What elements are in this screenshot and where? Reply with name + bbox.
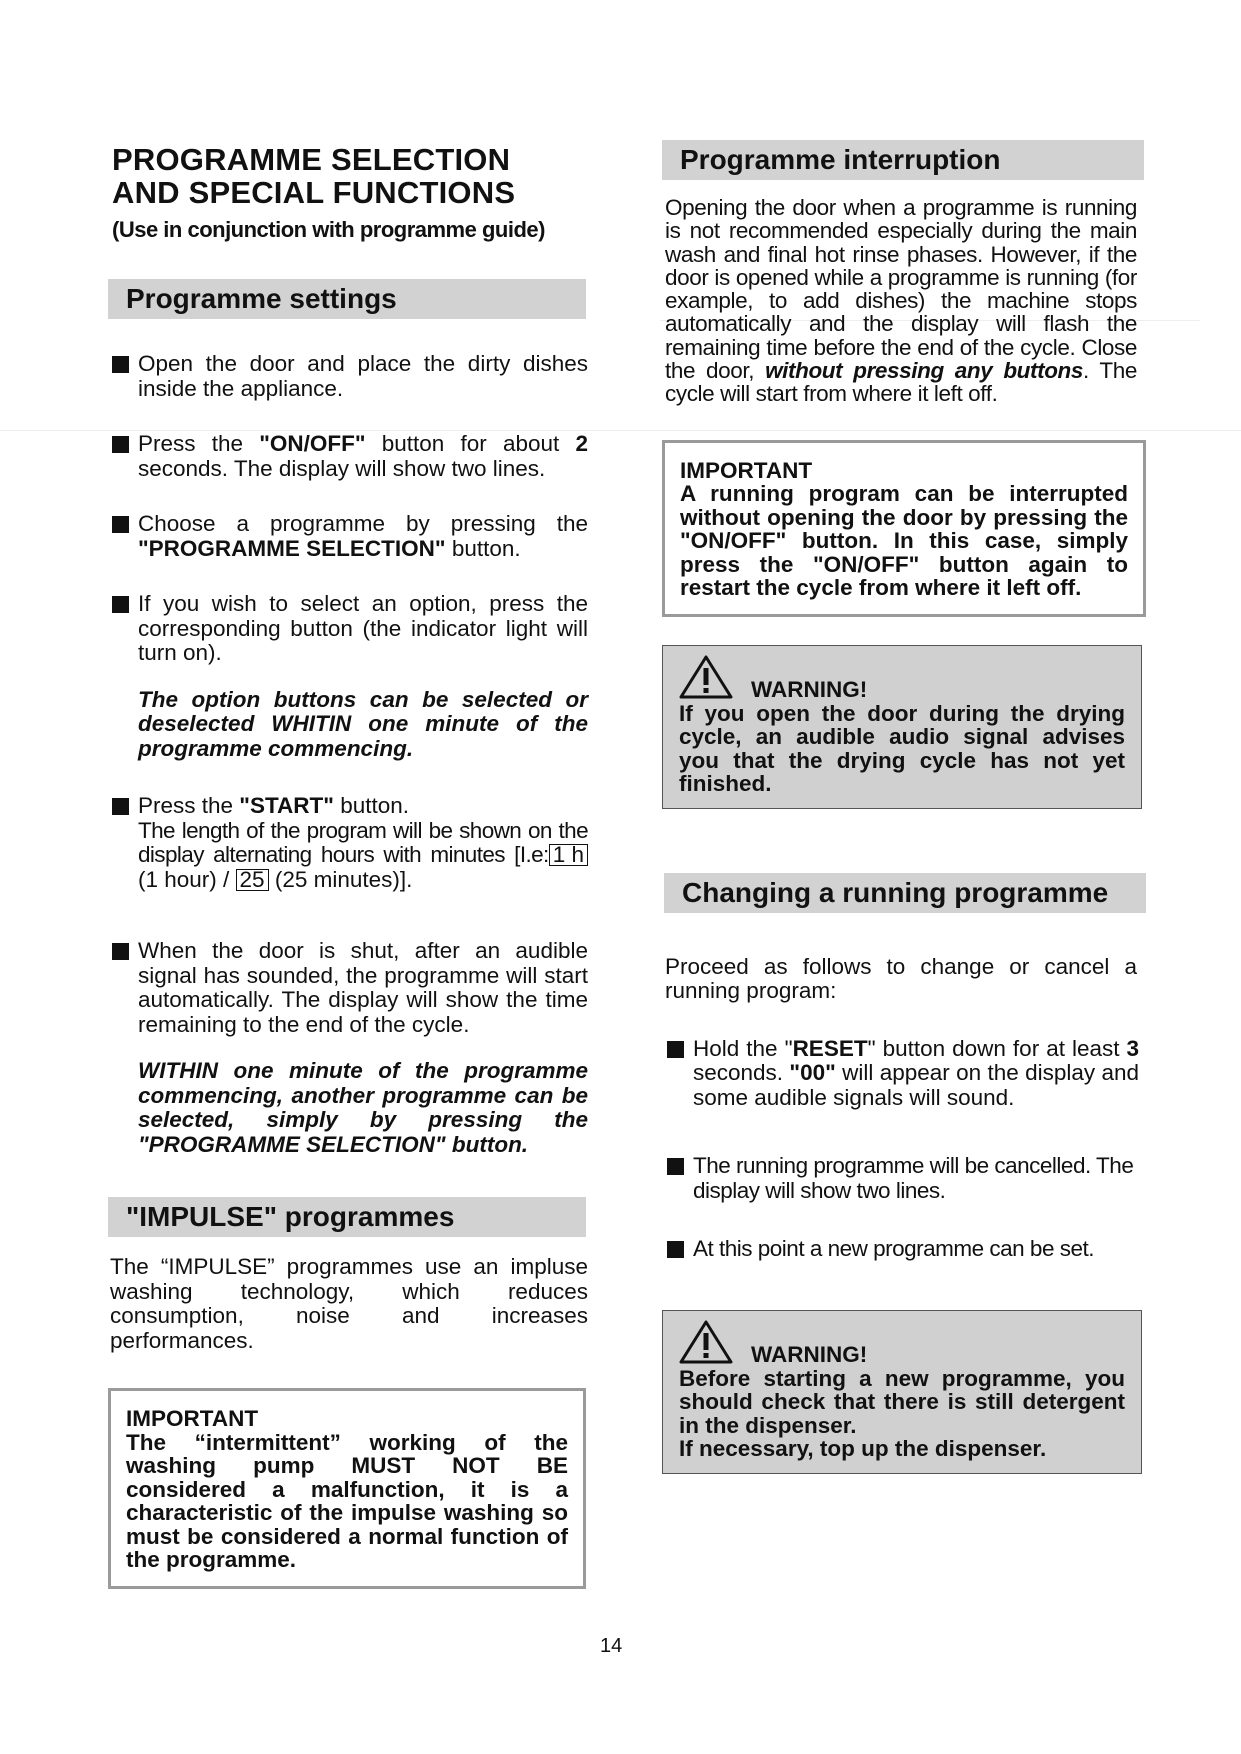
page-number: 14 — [600, 1635, 623, 1657]
important-text: A running program can be interrupted without opening the door by pressing the "ON/OFF" button. In this case, simply press the "ON/OFF" button again to restart the cycle from where it left off. — [680, 481, 1128, 601]
interruption-text: Opening the door when a programme is running is not recommended especially during the main wash and final hot rinse phases. However, if the door is opened while a programme is running (for example, to add dishes) the machine stops automatically and the display will flash the remaining time before the end of the cycle. Close the door, without pressing any buttons. The cycle will start from where it left off. — [665, 195, 1137, 407]
programme-settings-heading: Programme settings — [108, 279, 586, 319]
settings-bullet-2: Press the "ON/OFF" button for about 2 seconds. The display will show two lines. — [110, 432, 588, 481]
warning-text: If you open the door during the drying cycle, an audible audio signal advises you that the drying cycle has not yet finished. — [679, 700, 1125, 797]
bullet-square-icon — [667, 1241, 684, 1258]
display-box-hours: 1 h — [549, 844, 588, 866]
right-column — [660, 140, 1140, 1474]
bullet-square-icon — [112, 356, 129, 373]
programme-change-note: WITHIN one minute of the programme commencing, another programme can be selected, simply by pressing the "PROGRAMME SELECTION" button. — [138, 1058, 588, 1157]
important-text: The “intermittent” working of the washing pump MUST NOT BE considered a malfunction, it is a characteristic of the impulse washing so must be considered a normal function of the programme. — [126, 1429, 568, 1572]
warning-triangle-icon — [679, 1319, 733, 1365]
important-title: IMPORTANT — [680, 457, 813, 483]
settings-bullet-5: Press the "START" button. The length of the program will be shown on the display alternating hours with minutes [I.e: 1 h (1 hour) / 25 (25 minutes)]. — [110, 794, 588, 892]
bullet-square-icon — [667, 1041, 684, 1058]
bullet-square-icon — [112, 516, 129, 533]
warning-title: WARNING! — [751, 1342, 868, 1368]
settings-bullet-6: When the door is shut, after an audible signal has sounded, the programme will start automatically. The display will show the time remaining to the end of the cycle. — [110, 939, 588, 1037]
warning-triangle-icon — [679, 654, 733, 700]
impulse-heading: "IMPULSE" programmes — [108, 1197, 586, 1237]
warning-title: WARNING! — [751, 677, 868, 703]
interruption-heading: Programme interruption — [662, 140, 1144, 180]
settings-bullet-3: Choose a programme by pressing the "PROGRAMME SELECTION" button. — [110, 512, 588, 561]
option-note: The option buttons can be selected or deselected WHITIN one minute of the programme commencing. — [138, 686, 588, 761]
bullet-square-icon — [112, 596, 129, 613]
display-box-minutes: 25 — [236, 869, 269, 891]
settings-bullet-4: If you wish to select an option, press the corresponding button (the indicator light will turn on). — [110, 592, 588, 666]
impulse-text: The “IMPULSE” programmes use an impluse washing technology, which reduces consumption, noise and increases performances. — [110, 1254, 588, 1353]
drying-warning-box — [662, 645, 1142, 809]
changing-intro: Proceed as follows to change or cancel a running program: — [665, 953, 1137, 1004]
warning-header — [679, 654, 1125, 702]
page-subtitle: (Use in conjunction with programme guide) — [112, 217, 545, 242]
important-title: IMPORTANT — [126, 1406, 259, 1431]
changing-bullet-1: Hold the "RESET" button down for at least 3 seconds. "00" will appear on the display and some audible signals will sound. — [665, 1037, 1139, 1111]
interruption-important-box — [662, 440, 1146, 617]
settings-bullet-1: Open the door and place the dirty dishes inside the appliance. — [110, 352, 588, 401]
page-title: PROGRAMME SELECTION AND SPECIAL FUNCTIONS — [112, 142, 516, 210]
bullet-square-icon — [667, 1158, 684, 1175]
impulse-important-box — [108, 1388, 586, 1589]
warning-header — [679, 1319, 1125, 1367]
changing-bullet-3: At this point a new programme can be set. — [665, 1237, 1139, 1262]
bullet-square-icon — [112, 943, 129, 960]
warning-text-2: If necessary, top up the dispenser. — [679, 1436, 1047, 1462]
bullet-square-icon — [112, 798, 129, 815]
bullet-square-icon — [112, 436, 129, 453]
changing-bullet-2: The running programme will be cancelled. The display will show two lines. — [665, 1154, 1139, 1203]
detergent-warning-box — [662, 1310, 1142, 1474]
warning-text-1: Before starting a new programme, you should check that there is still detergent in the dispenser. — [679, 1365, 1125, 1438]
left-column — [110, 140, 588, 1589]
changing-heading: Changing a running programme — [664, 873, 1146, 913]
